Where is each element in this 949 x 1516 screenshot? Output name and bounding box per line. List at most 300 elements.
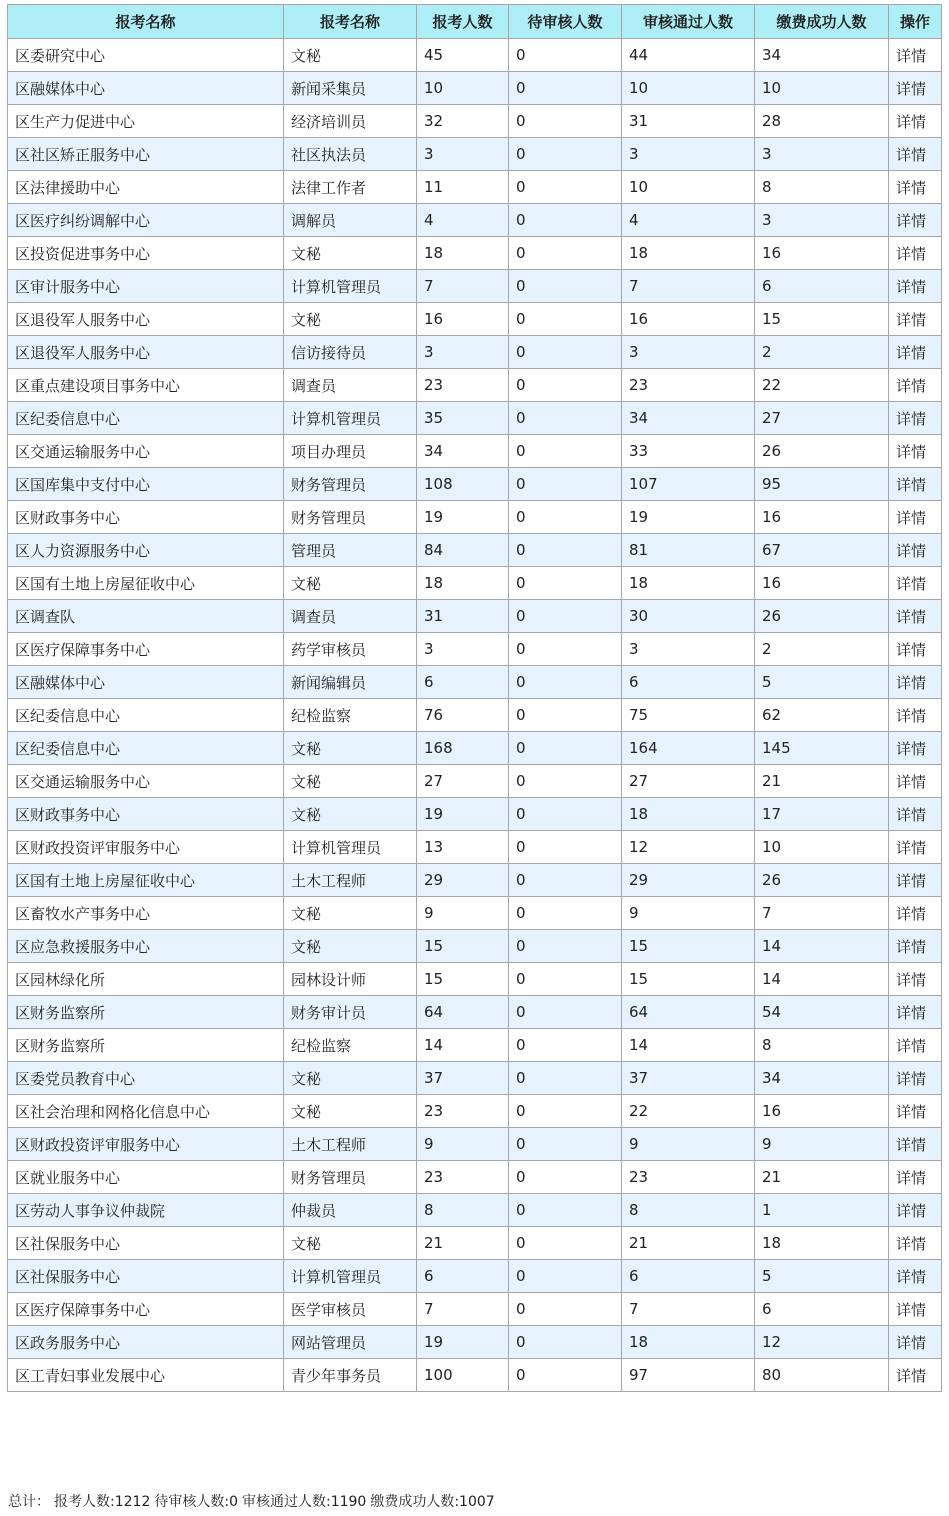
details-link[interactable]: 详情: [889, 303, 942, 336]
cell-approved: 14: [622, 1029, 755, 1062]
cell-pending: 0: [509, 501, 622, 534]
cell-org-name: 区财政投资评审服务中心: [8, 1128, 284, 1161]
cell-position-name: 文秘: [284, 1095, 417, 1128]
cell-org-name: 区医疗保障事务中心: [8, 1293, 284, 1326]
cell-applicants: 29: [417, 864, 509, 897]
cell-paid: 54: [755, 996, 889, 1029]
cell-applicants: 100: [417, 1359, 509, 1392]
cell-org-name: 区政务服务中心: [8, 1326, 284, 1359]
cell-paid: 18: [755, 1227, 889, 1260]
cell-applicants: 31: [417, 600, 509, 633]
cell-applicants: 6: [417, 666, 509, 699]
cell-paid: 2: [755, 633, 889, 666]
cell-paid: 34: [755, 1062, 889, 1095]
cell-pending: 0: [509, 435, 622, 468]
cell-paid: 12: [755, 1326, 889, 1359]
cell-paid: 15: [755, 303, 889, 336]
cell-org-name: 区生产力促进中心: [8, 105, 284, 138]
cell-applicants: 168: [417, 732, 509, 765]
table-row: [8, 1128, 942, 1161]
details-link[interactable]: 详情: [889, 633, 942, 666]
cell-paid: 26: [755, 600, 889, 633]
cell-applicants: 45: [417, 39, 509, 72]
cell-org-name: 区重点建设项目事务中心: [8, 369, 284, 402]
cell-position-name: 财务管理员: [284, 1161, 417, 1194]
cell-approved: 64: [622, 996, 755, 1029]
details-link[interactable]: 详情: [889, 369, 942, 402]
cell-paid: 14: [755, 963, 889, 996]
cell-paid: 16: [755, 1095, 889, 1128]
details-link[interactable]: 详情: [889, 336, 942, 369]
cell-position-name: 计算机管理员: [284, 402, 417, 435]
cell-org-name: 区社保服务中心: [8, 1227, 284, 1260]
cell-org-name: 区融媒体中心: [8, 666, 284, 699]
cell-pending: 0: [509, 699, 622, 732]
registration-stats-table-container: [7, 4, 941, 1392]
cell-position-name: 计算机管理员: [284, 270, 417, 303]
table-row: [8, 600, 942, 633]
header-paid: 缴费成功人数: [755, 5, 889, 39]
cell-org-name: 区国有土地上房屋征收中心: [8, 567, 284, 600]
cell-position-name: 文秘: [284, 930, 417, 963]
cell-org-name: 区园林绿化所: [8, 963, 284, 996]
cell-pending: 0: [509, 303, 622, 336]
cell-org-name: 区医疗保障事务中心: [8, 633, 284, 666]
details-link[interactable]: 详情: [889, 402, 942, 435]
cell-paid: 14: [755, 930, 889, 963]
table-row: [8, 963, 942, 996]
cell-applicants: 15: [417, 930, 509, 963]
cell-paid: 6: [755, 270, 889, 303]
cell-paid: 5: [755, 1260, 889, 1293]
cell-pending: 0: [509, 1128, 622, 1161]
cell-position-name: 社区执法员: [284, 138, 417, 171]
cell-paid: 5: [755, 666, 889, 699]
cell-applicants: 84: [417, 534, 509, 567]
cell-pending: 0: [509, 1194, 622, 1227]
cell-paid: 10: [755, 831, 889, 864]
cell-approved: 18: [622, 798, 755, 831]
details-link[interactable]: 详情: [889, 39, 942, 72]
cell-applicants: 3: [417, 633, 509, 666]
table-header-row: [8, 5, 942, 39]
cell-org-name: 区投资促进事务中心: [8, 237, 284, 270]
cell-applicants: 14: [417, 1029, 509, 1062]
cell-applicants: 15: [417, 963, 509, 996]
registration-stats-table: [7, 4, 942, 1392]
details-link[interactable]: 详情: [889, 798, 942, 831]
cell-org-name: 区纪委信息中心: [8, 699, 284, 732]
details-link[interactable]: 详情: [889, 930, 942, 963]
cell-org-name: 区工青妇事业发展中心: [8, 1359, 284, 1392]
cell-pending: 0: [509, 930, 622, 963]
cell-org-name: 区委党员教育中心: [8, 1062, 284, 1095]
header-org-name: 报考名称: [8, 5, 284, 39]
details-link[interactable]: 详情: [889, 996, 942, 1029]
cell-org-name: 区融媒体中心: [8, 72, 284, 105]
cell-applicants: 3: [417, 336, 509, 369]
cell-position-name: 文秘: [284, 897, 417, 930]
cell-org-name: 区就业服务中心: [8, 1161, 284, 1194]
details-link[interactable]: 详情: [889, 699, 942, 732]
table-row: [8, 468, 942, 501]
cell-paid: 8: [755, 171, 889, 204]
cell-org-name: 区人力资源服务中心: [8, 534, 284, 567]
cell-applicants: 108: [417, 468, 509, 501]
cell-applicants: 37: [417, 1062, 509, 1095]
cell-paid: 28: [755, 105, 889, 138]
cell-pending: 0: [509, 831, 622, 864]
cell-pending: 0: [509, 105, 622, 138]
table-row: [8, 171, 942, 204]
cell-approved: 10: [622, 72, 755, 105]
table-row: [8, 204, 942, 237]
cell-position-name: 计算机管理员: [284, 831, 417, 864]
cell-org-name: 区调查队: [8, 600, 284, 633]
cell-paid: 3: [755, 204, 889, 237]
cell-position-name: 文秘: [284, 1227, 417, 1260]
table-row: [8, 534, 942, 567]
cell-org-name: 区社保服务中心: [8, 1260, 284, 1293]
details-link[interactable]: 详情: [889, 666, 942, 699]
details-link[interactable]: 详情: [889, 1227, 942, 1260]
cell-org-name: 区财务监察所: [8, 1029, 284, 1062]
table-row: [8, 105, 942, 138]
cell-approved: 22: [622, 1095, 755, 1128]
cell-paid: 26: [755, 435, 889, 468]
cell-paid: 21: [755, 1161, 889, 1194]
header-action: 操作: [889, 5, 942, 39]
cell-position-name: 信访接待员: [284, 336, 417, 369]
cell-org-name: 区劳动人事争议仲裁院: [8, 1194, 284, 1227]
cell-applicants: 35: [417, 402, 509, 435]
cell-applicants: 19: [417, 798, 509, 831]
cell-approved: 4: [622, 204, 755, 237]
cell-paid: 145: [755, 732, 889, 765]
cell-approved: 23: [622, 1161, 755, 1194]
cell-approved: 3: [622, 138, 755, 171]
cell-applicants: 18: [417, 567, 509, 600]
details-link[interactable]: 详情: [889, 501, 942, 534]
cell-paid: 8: [755, 1029, 889, 1062]
cell-pending: 0: [509, 798, 622, 831]
cell-pending: 0: [509, 1359, 622, 1392]
table-row: [8, 567, 942, 600]
cell-org-name: 区社区矫正服务中心: [8, 138, 284, 171]
details-link[interactable]: 详情: [889, 138, 942, 171]
cell-pending: 0: [509, 600, 622, 633]
cell-position-name: 文秘: [284, 1062, 417, 1095]
details-link[interactable]: 详情: [889, 1062, 942, 1095]
details-link[interactable]: 详情: [889, 897, 942, 930]
details-link[interactable]: 详情: [889, 171, 942, 204]
cell-approved: 97: [622, 1359, 755, 1392]
table-row: [8, 1227, 942, 1260]
cell-approved: 18: [622, 237, 755, 270]
details-link[interactable]: 详情: [889, 600, 942, 633]
cell-paid: 22: [755, 369, 889, 402]
cell-org-name: 区交通运输服务中心: [8, 435, 284, 468]
cell-pending: 0: [509, 1062, 622, 1095]
details-link[interactable]: 详情: [889, 237, 942, 270]
table-row: [8, 1062, 942, 1095]
cell-org-name: 区应急救援服务中心: [8, 930, 284, 963]
details-link[interactable]: 详情: [889, 732, 942, 765]
cell-approved: 8: [622, 1194, 755, 1227]
cell-paid: 62: [755, 699, 889, 732]
cell-applicants: 16: [417, 303, 509, 336]
cell-pending: 0: [509, 336, 622, 369]
cell-org-name: 区财政事务中心: [8, 798, 284, 831]
details-link[interactable]: 详情: [889, 765, 942, 798]
cell-pending: 0: [509, 567, 622, 600]
cell-applicants: 76: [417, 699, 509, 732]
cell-org-name: 区纪委信息中心: [8, 402, 284, 435]
cell-position-name: 仲裁员: [284, 1194, 417, 1227]
cell-approved: 18: [622, 567, 755, 600]
cell-pending: 0: [509, 402, 622, 435]
cell-position-name: 项目办理员: [284, 435, 417, 468]
table-row: [8, 699, 942, 732]
table-row: [8, 303, 942, 336]
cell-approved: 3: [622, 336, 755, 369]
cell-position-name: 财务管理员: [284, 468, 417, 501]
cell-approved: 9: [622, 897, 755, 930]
cell-approved: 15: [622, 930, 755, 963]
cell-position-name: 财务管理员: [284, 501, 417, 534]
cell-position-name: 文秘: [284, 732, 417, 765]
table-row: [8, 930, 942, 963]
cell-pending: 0: [509, 204, 622, 237]
cell-pending: 0: [509, 1227, 622, 1260]
cell-approved: 15: [622, 963, 755, 996]
table-body: [8, 39, 942, 1392]
cell-pending: 0: [509, 864, 622, 897]
cell-approved: 18: [622, 1326, 755, 1359]
cell-paid: 17: [755, 798, 889, 831]
cell-position-name: 管理员: [284, 534, 417, 567]
cell-position-name: 文秘: [284, 303, 417, 336]
cell-applicants: 23: [417, 1161, 509, 1194]
details-link[interactable]: 详情: [889, 1128, 942, 1161]
header-position-name: 报考名称: [284, 5, 417, 39]
cell-paid: 3: [755, 138, 889, 171]
cell-approved: 6: [622, 1260, 755, 1293]
cell-approved: 7: [622, 1293, 755, 1326]
cell-pending: 0: [509, 1095, 622, 1128]
cell-pending: 0: [509, 666, 622, 699]
cell-applicants: 7: [417, 1293, 509, 1326]
cell-approved: 164: [622, 732, 755, 765]
cell-approved: 21: [622, 1227, 755, 1260]
details-link[interactable]: 详情: [889, 468, 942, 501]
cell-position-name: 网站管理员: [284, 1326, 417, 1359]
cell-applicants: 3: [417, 138, 509, 171]
cell-approved: 37: [622, 1062, 755, 1095]
cell-approved: 30: [622, 600, 755, 633]
details-link[interactable]: 详情: [889, 963, 942, 996]
cell-applicants: 19: [417, 1326, 509, 1359]
cell-approved: 12: [622, 831, 755, 864]
cell-approved: 16: [622, 303, 755, 336]
cell-org-name: 区医疗纠纷调解中心: [8, 204, 284, 237]
cell-pending: 0: [509, 72, 622, 105]
cell-position-name: 文秘: [284, 567, 417, 600]
cell-pending: 0: [509, 1161, 622, 1194]
cell-pending: 0: [509, 633, 622, 666]
cell-position-name: 医学审核员: [284, 1293, 417, 1326]
cell-position-name: 土木工程师: [284, 864, 417, 897]
cell-pending: 0: [509, 765, 622, 798]
table-row: [8, 501, 942, 534]
cell-approved: 33: [622, 435, 755, 468]
cell-pending: 0: [509, 1293, 622, 1326]
table-row: [8, 402, 942, 435]
cell-approved: 10: [622, 171, 755, 204]
cell-pending: 0: [509, 732, 622, 765]
cell-position-name: 文秘: [284, 765, 417, 798]
cell-approved: 23: [622, 369, 755, 402]
table-row: [8, 831, 942, 864]
cell-paid: 26: [755, 864, 889, 897]
cell-applicants: 32: [417, 105, 509, 138]
cell-approved: 81: [622, 534, 755, 567]
table-row: [8, 666, 942, 699]
cell-org-name: 区法律援助中心: [8, 171, 284, 204]
cell-org-name: 区国有土地上房屋征收中心: [8, 864, 284, 897]
details-link[interactable]: 详情: [889, 1029, 942, 1062]
header-pending: 待审核人数: [509, 5, 622, 39]
cell-approved: 75: [622, 699, 755, 732]
details-link[interactable]: 详情: [889, 72, 942, 105]
cell-paid: 67: [755, 534, 889, 567]
cell-pending: 0: [509, 237, 622, 270]
cell-position-name: 文秘: [284, 237, 417, 270]
cell-org-name: 区畜牧水产事务中心: [8, 897, 284, 930]
cell-pending: 0: [509, 1260, 622, 1293]
cell-pending: 0: [509, 270, 622, 303]
details-link[interactable]: 详情: [889, 1359, 942, 1392]
cell-position-name: 土木工程师: [284, 1128, 417, 1161]
cell-pending: 0: [509, 1029, 622, 1062]
header-applicants: 报考人数: [417, 5, 509, 39]
cell-org-name: 区纪委信息中心: [8, 732, 284, 765]
details-link[interactable]: 详情: [889, 1326, 942, 1359]
table-row: [8, 435, 942, 468]
table-row: [8, 864, 942, 897]
cell-approved: 19: [622, 501, 755, 534]
cell-paid: 6: [755, 1293, 889, 1326]
details-link[interactable]: 详情: [889, 204, 942, 237]
cell-applicants: 10: [417, 72, 509, 105]
cell-applicants: 6: [417, 1260, 509, 1293]
summary-paid: 缴费成功人数:1007: [370, 1494, 495, 1510]
table-row: [8, 765, 942, 798]
cell-paid: 34: [755, 39, 889, 72]
table-row: [8, 897, 942, 930]
cell-pending: 0: [509, 897, 622, 930]
cell-position-name: 文秘: [284, 798, 417, 831]
cell-org-name: 区社会治理和网格化信息中心: [8, 1095, 284, 1128]
table-row: [8, 270, 942, 303]
details-link[interactable]: 详情: [889, 1260, 942, 1293]
table-row: [8, 72, 942, 105]
details-link[interactable]: 详情: [889, 1293, 942, 1326]
details-link[interactable]: 详情: [889, 435, 942, 468]
cell-approved: 31: [622, 105, 755, 138]
details-link[interactable]: 详情: [889, 567, 942, 600]
cell-approved: 3: [622, 633, 755, 666]
cell-paid: 10: [755, 72, 889, 105]
summary-pending: 待审核人数:0: [154, 1494, 238, 1510]
cell-pending: 0: [509, 138, 622, 171]
cell-org-name: 区财政投资评审服务中心: [8, 831, 284, 864]
cell-position-name: 调查员: [284, 369, 417, 402]
cell-approved: 29: [622, 864, 755, 897]
table-row: [8, 138, 942, 171]
table-row: [8, 798, 942, 831]
cell-applicants: 9: [417, 1128, 509, 1161]
cell-applicants: 64: [417, 996, 509, 1029]
cell-approved: 27: [622, 765, 755, 798]
table-row: [8, 336, 942, 369]
details-link[interactable]: 详情: [889, 105, 942, 138]
cell-position-name: 药学审核员: [284, 633, 417, 666]
cell-paid: 1: [755, 1194, 889, 1227]
details-link[interactable]: 详情: [889, 1095, 942, 1128]
cell-applicants: 27: [417, 765, 509, 798]
table-row: [8, 996, 942, 1029]
cell-pending: 0: [509, 39, 622, 72]
cell-position-name: 法律工作者: [284, 171, 417, 204]
cell-approved: 34: [622, 402, 755, 435]
cell-org-name: 区退役军人服务中心: [8, 303, 284, 336]
cell-applicants: 8: [417, 1194, 509, 1227]
table-row: [8, 237, 942, 270]
cell-position-name: 纪检监察: [284, 1029, 417, 1062]
table-row: [8, 1293, 942, 1326]
cell-org-name: 区交通运输服务中心: [8, 765, 284, 798]
cell-org-name: 区财务监察所: [8, 996, 284, 1029]
table-row: [8, 1326, 942, 1359]
details-link[interactable]: 详情: [889, 534, 942, 567]
table-row: [8, 633, 942, 666]
cell-position-name: 财务审计员: [284, 996, 417, 1029]
table-row: [8, 732, 942, 765]
cell-paid: 7: [755, 897, 889, 930]
cell-applicants: 9: [417, 897, 509, 930]
cell-position-name: 经济培训员: [284, 105, 417, 138]
cell-position-name: 纪检监察: [284, 699, 417, 732]
details-link[interactable]: 详情: [889, 864, 942, 897]
summary-applicants: 报考人数:1212: [54, 1494, 151, 1510]
cell-org-name: 区财政事务中心: [8, 501, 284, 534]
cell-org-name: 区国库集中支付中心: [8, 468, 284, 501]
cell-position-name: 调解员: [284, 204, 417, 237]
cell-pending: 0: [509, 534, 622, 567]
details-link[interactable]: 详情: [889, 270, 942, 303]
cell-paid: 27: [755, 402, 889, 435]
details-link[interactable]: 详情: [889, 1161, 942, 1194]
summary-approved: 审核通过人数:1190: [241, 1494, 367, 1510]
cell-position-name: 计算机管理员: [284, 1260, 417, 1293]
cell-pending: 0: [509, 1326, 622, 1359]
summary-totals: [8, 1491, 499, 1511]
details-link[interactable]: 详情: [889, 1194, 942, 1227]
details-link[interactable]: 详情: [889, 831, 942, 864]
cell-pending: 0: [509, 963, 622, 996]
cell-position-name: 新闻采集员: [284, 72, 417, 105]
